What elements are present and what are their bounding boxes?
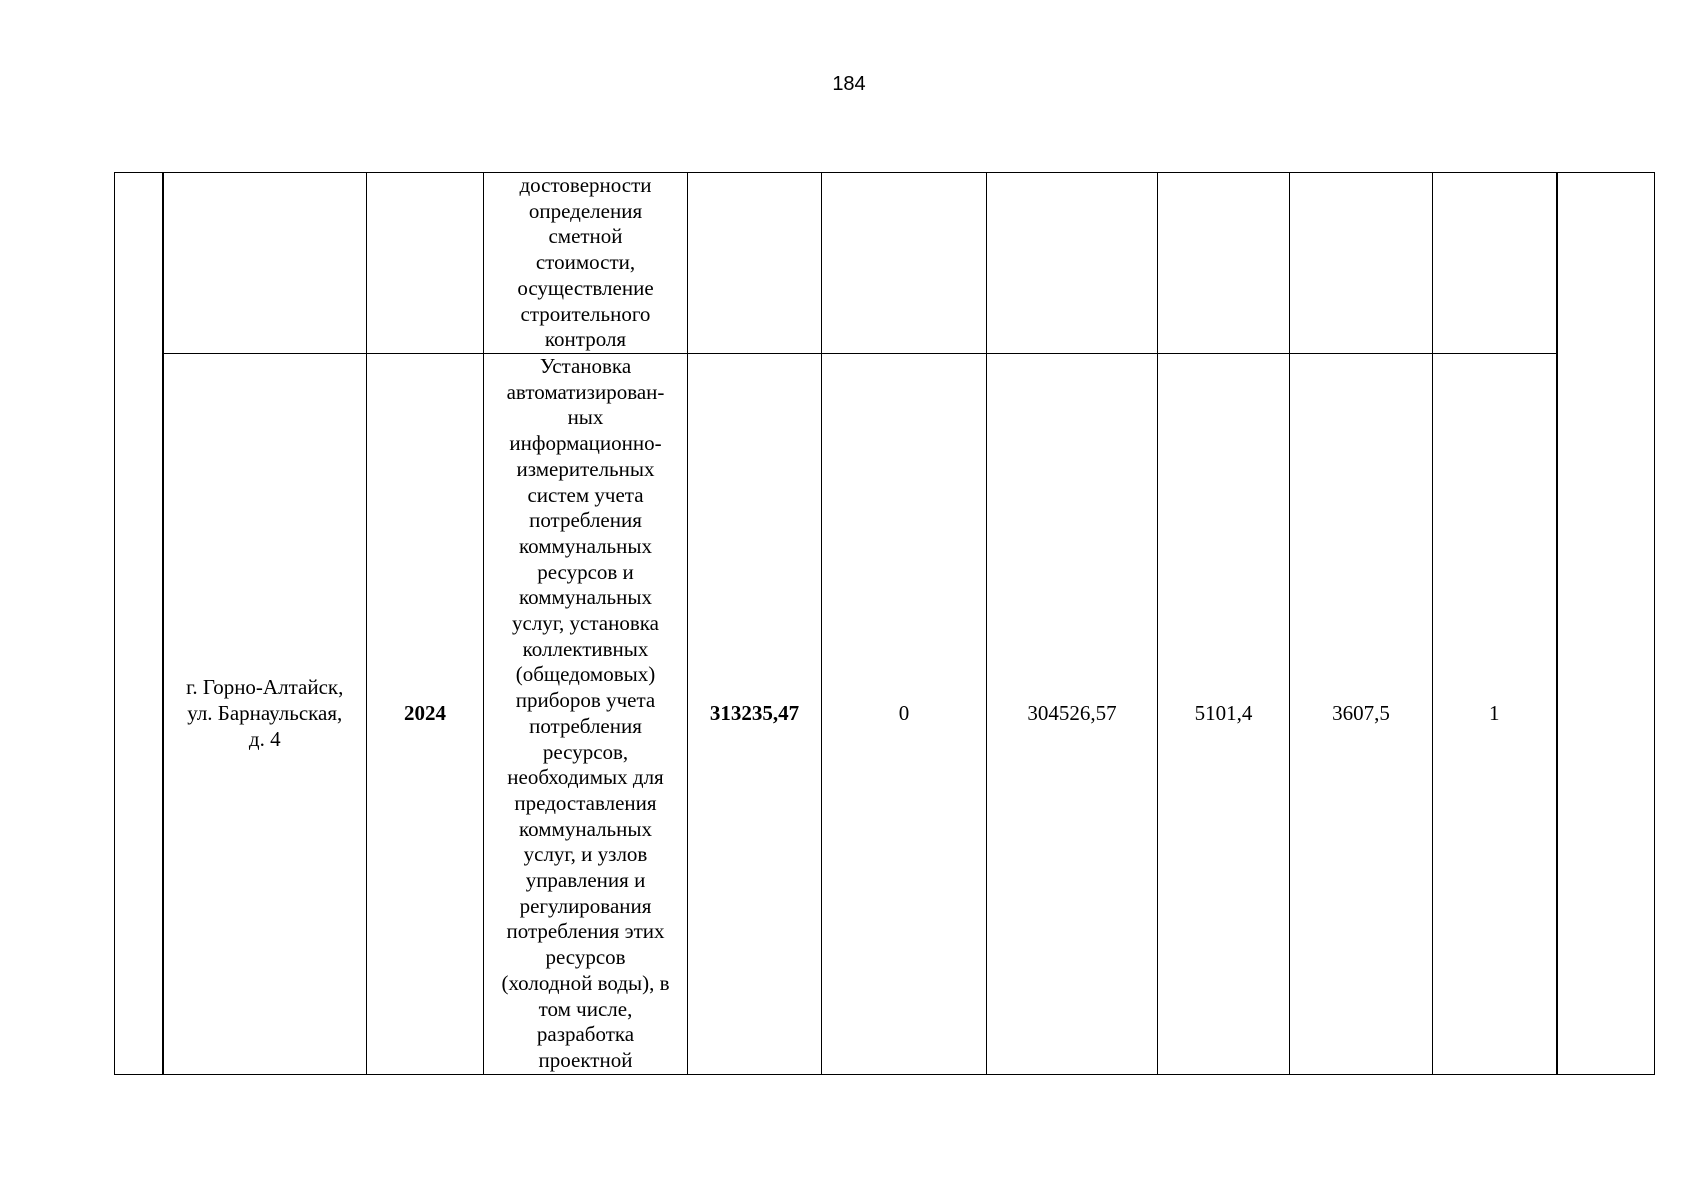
- total-cost-cell-empty: [688, 173, 822, 354]
- year-cell-empty: [367, 173, 484, 354]
- value-e-cell: 1: [1433, 354, 1557, 1075]
- table-row-main: [115, 354, 1655, 1075]
- address-cell: г. Горно-Алтайск, ул. Барнаульская, д. 4: [163, 354, 367, 1075]
- value-d-cell-empty: [1290, 173, 1433, 354]
- value-b-cell-empty: [987, 173, 1158, 354]
- total-cost-cell: 313235,47: [688, 354, 822, 1075]
- year-cell: 2024: [367, 354, 484, 1075]
- index-cell: [115, 173, 163, 1075]
- value-e-cell-empty: [1433, 173, 1557, 354]
- address-cell-empty: [163, 173, 367, 354]
- work-description-cell: Установка автоматизирован- ных информационно- измерительных систем учета потребления коммунальных ресурсов и коммунальных услуг, установка коллективных (общедомовых) приборов учета потребления ресурсов, необходимых для предоставления коммунальных услуг, и узлов управления и регулирования потребления этих ресурсов (холодной воды), в том числе, разработка проектной: [484, 354, 688, 1075]
- value-a-cell: 0: [822, 354, 987, 1075]
- page-number: 184: [832, 73, 866, 95]
- value-c-cell-empty: [1158, 173, 1290, 354]
- table-row-continued: [115, 173, 1655, 354]
- value-c-cell: 5101,4: [1158, 354, 1290, 1075]
- value-b-cell: 304526,57: [987, 354, 1158, 1075]
- value-d-cell: 3607,5: [1290, 354, 1433, 1075]
- work-description-cell-continued: достоверности определения сметной стоимости, осуществление строительного контроля: [484, 173, 688, 354]
- notes-cell: [1557, 173, 1655, 1075]
- value-a-cell-empty: [822, 173, 987, 354]
- data-table: [114, 172, 1655, 1075]
